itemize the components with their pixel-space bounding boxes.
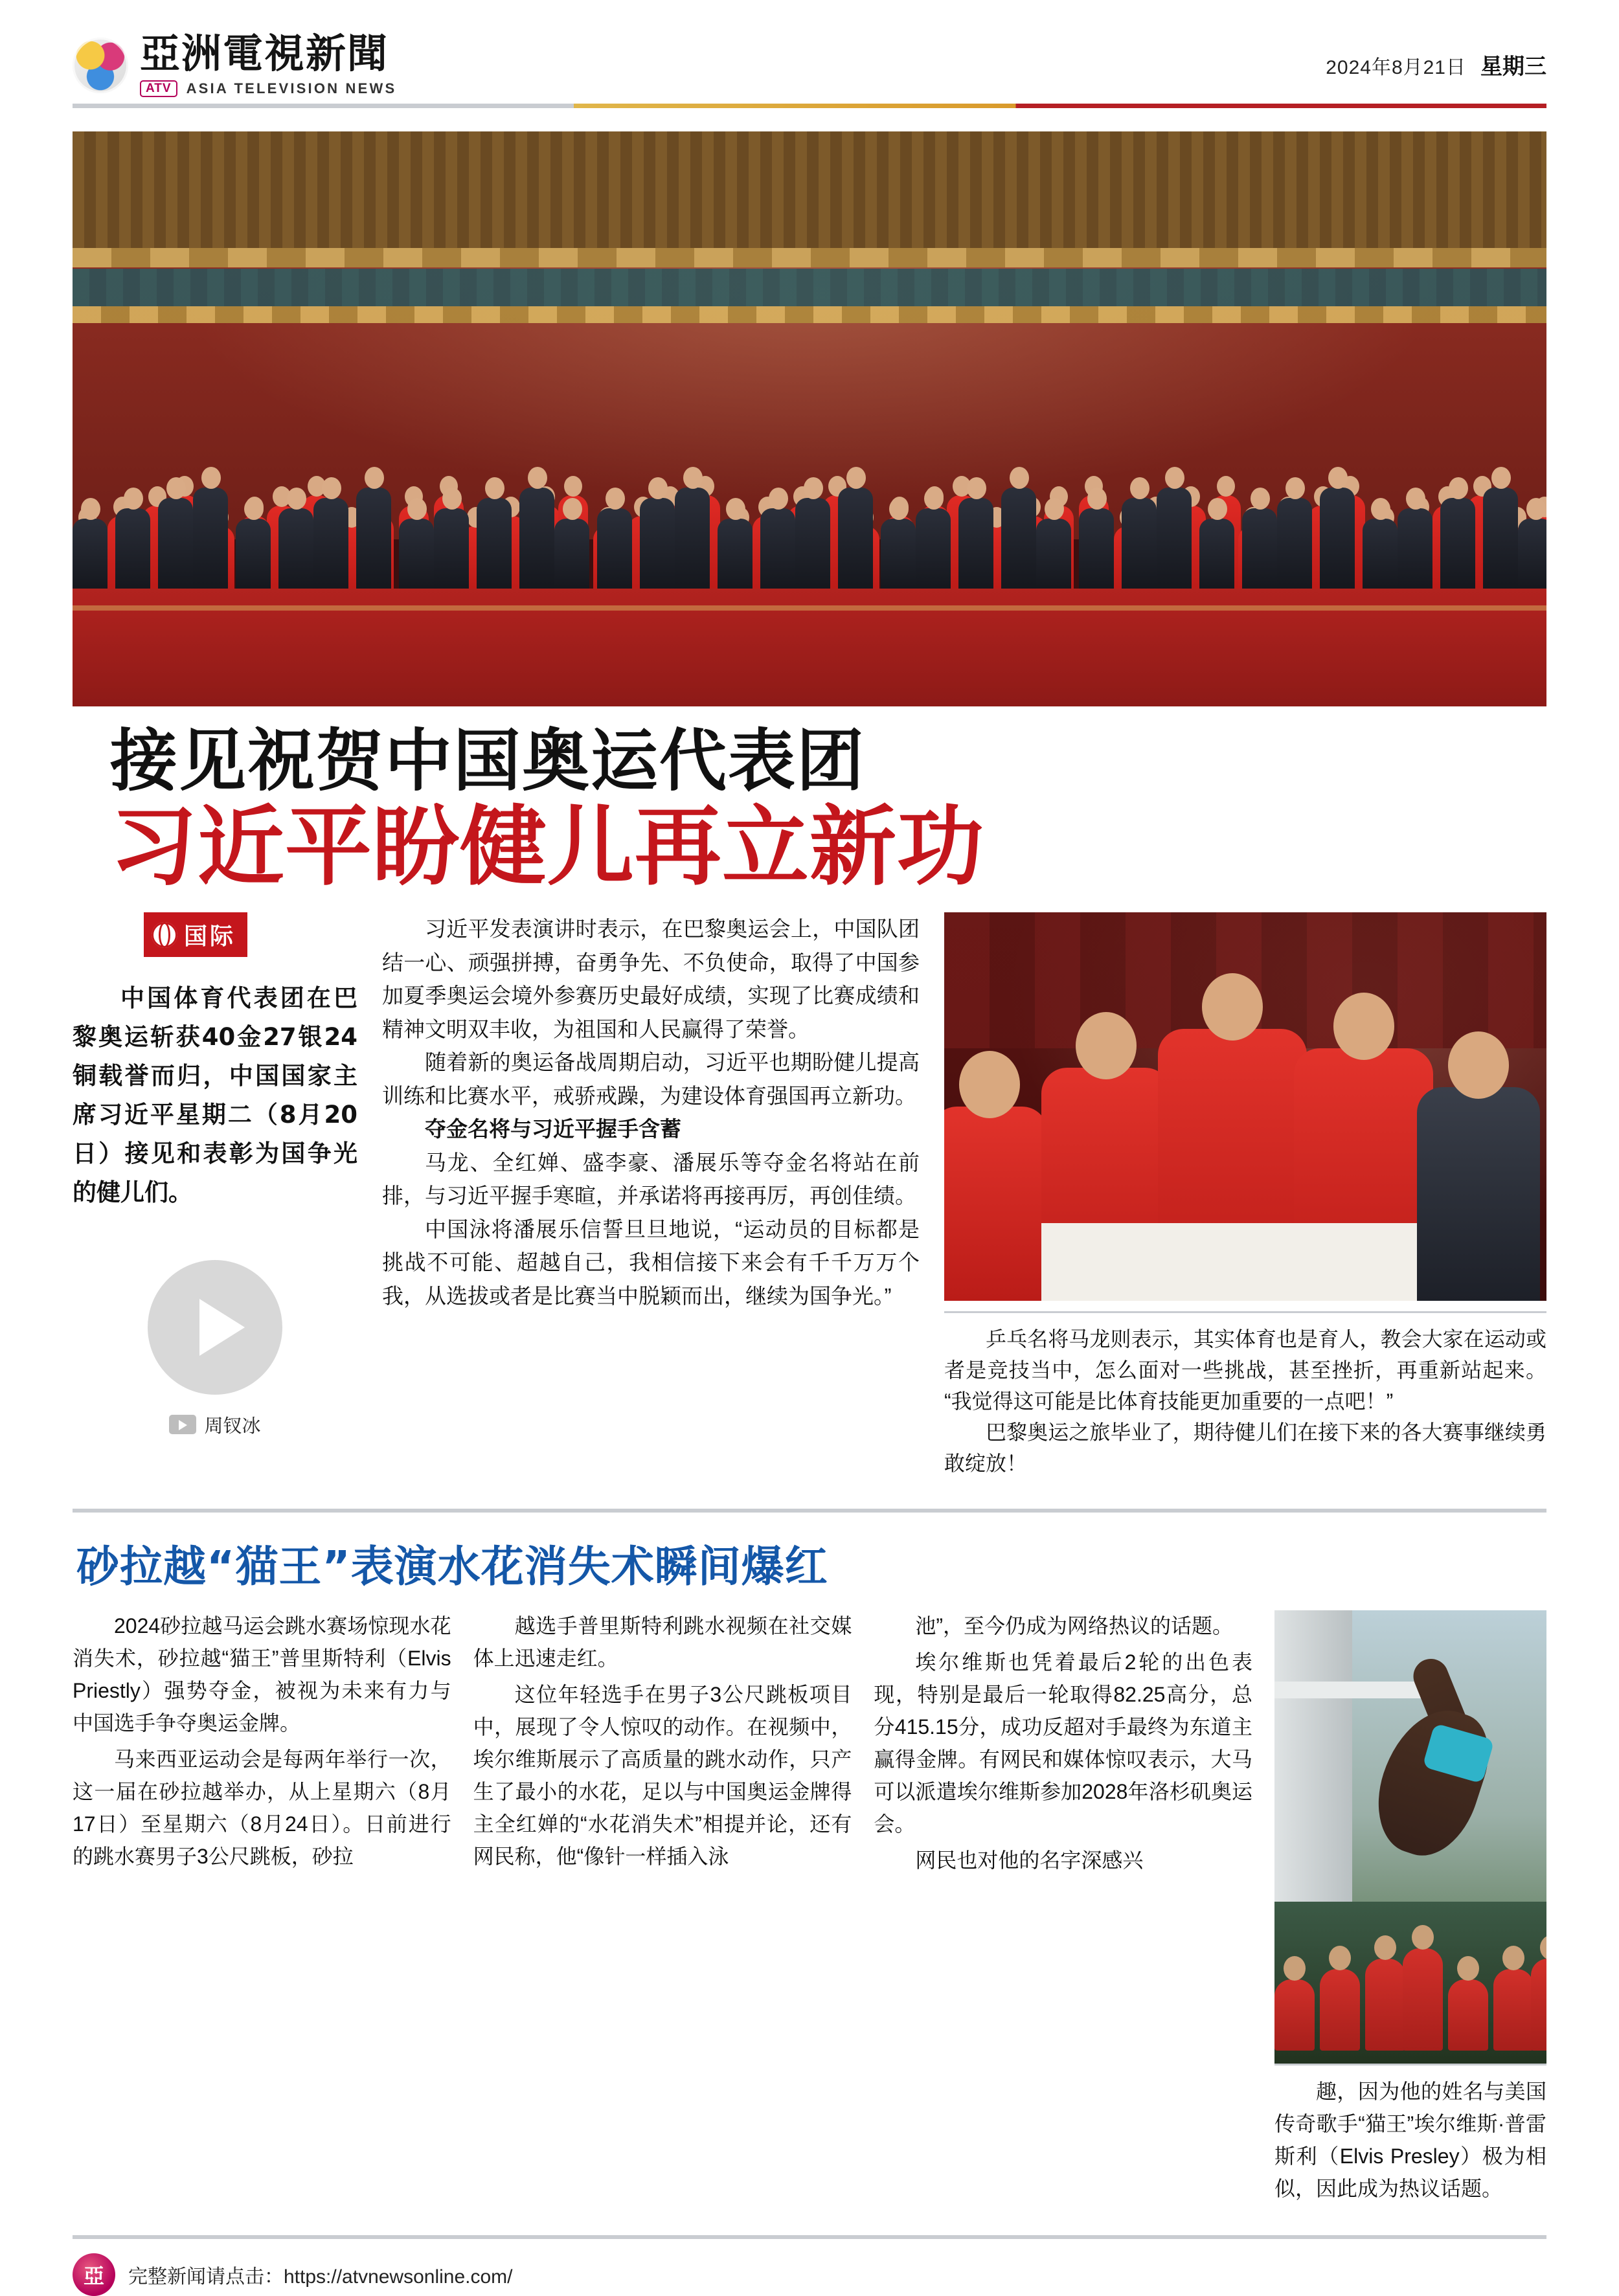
crowd-figure [356,488,391,590]
crowd-figure [554,519,589,590]
kicker-headline: 接见祝贺中国奥运代表团 [110,721,866,800]
caption-paragraph: 趣，因为他的姓名与美国传奇歌手“猫王”埃尔维斯·普雷斯利（Elvis Presley）极为相似，因此成为热议话题。 [1274,2080,1546,2201]
top-story [73,912,1546,1479]
play-triangle [199,1299,245,1356]
headline-group [73,721,1546,898]
top-story-middle-column [382,912,920,1479]
atv-seal-icon [73,2253,115,2296]
crowd-figure [640,498,675,590]
caption-paragraph: 乒乓名将马龙则表示，其实体育也是育人，教会大家在运动或者是竞技当中，怎么面对一些挑战，甚至挫折，再重新站起来。“我觉得这可能是比体育技能更加重要的一点吧！” [944,1327,1546,1413]
crowd-figure [1398,508,1432,590]
crowd-figure [1199,519,1234,590]
issue-weekday: 星期三 [1480,54,1546,79]
crowd-figure [1403,1948,1443,2051]
crowd-figure [760,508,795,590]
crowd-figure [675,488,710,590]
second-story-column-1 [73,1610,451,2209]
crowd-figure [158,498,193,590]
crowd-figure [1274,1979,1315,2051]
paragraph: 池”，至今仍成为网络热议的话题。 [915,1614,1233,1638]
crowd-figure [236,519,271,590]
crowd-figure [881,519,916,590]
crowd-figure [718,519,753,590]
paragraph: 中国泳将潘展乐信誓旦旦地说，“运动员的目标都是挑战不可能、超越自己，我相信接下来会有千千万万个我，从选拔或者是比赛当中脱颖而出，继续为国争光。” [382,1217,920,1308]
hero-ceiling [73,131,1546,274]
athlete-figure [1417,1087,1540,1301]
paragraph: 马龙、全红婵、盛李豪、潘展乐等夺金名将站在前排，与习近平握手寒暄，并承诺将再接再厉，再创佳绩。 [382,1150,920,1208]
footer[interactable] [73,2239,1546,2296]
atv-badge: ATV [140,80,177,97]
crowd-figure [958,498,993,590]
category-badge[interactable] [144,912,247,957]
masthead-divider [73,104,1546,108]
poolside-crowd [1274,1902,1546,2064]
brand-title-en: ASIA TELEVISION NEWS [186,80,397,96]
byline-name: 周钗冰 [204,1415,261,1437]
second-story-photo-column [1274,1610,1546,2209]
footer-link-text[interactable]: 完整新闻请点击：https://atvnewsonline.com/ [128,2266,513,2288]
paragraph: 马来西亚运动会是每两年举行一次，这一届在砂拉越举办，从上星期六（8月17日）至星期六（8月24日）。日前进行的跳水赛男子3公尺跳板，砂拉 [73,1747,451,1868]
category-label: 国际 [184,923,236,951]
diver-photo [1274,1610,1546,2064]
second-story-column-2 [473,1610,852,2209]
athlete-figure [1294,1048,1433,1301]
caption-paragraph: 巴黎奥运之旅毕业了，期待健儿们在接下来的各大赛事继续勇敢绽放！ [944,1421,1546,1476]
lede-paragraph: 中国体育代表团在巴黎奥运斩获40金27银24铜载誉而归，中国国家主席习近平星期二（8月20日）接见和表彰为国争光的健儿们。 [73,984,357,1207]
paragraph: 随着新的奥运备战周期启动，习近平也期盼健儿提高训练和比赛水平，戒骄戒躁，为建设体育强国再立新功。 [382,1050,920,1108]
globe-icon [152,922,177,948]
hero-frieze [73,269,1546,306]
crowd-figure [115,508,150,590]
diver-photo-caption [1274,2064,1546,2205]
section-divider [73,1509,1546,1513]
crowd-figure [1320,488,1355,590]
diving-board [1274,1682,1430,1698]
athlete-figure [944,1107,1048,1301]
crowd-figure [1531,1959,1546,2051]
crowd-figure [1440,498,1475,590]
second-headline: 砂拉越“猫王”表演水花消失术瞬间爆红 [76,1542,828,1592]
crowd-figure [795,498,830,590]
crowd-figure [1079,508,1114,590]
crowd-figure [1363,519,1398,590]
crowd-figure [1493,1969,1534,2051]
crowd-figure [278,508,313,590]
athlete-figure [1041,1068,1171,1301]
crowd-figure [1277,498,1312,590]
athletes-photo [944,912,1546,1301]
play-icon[interactable] [148,1260,282,1395]
photo-caption [944,1311,1546,1479]
crowd-figure [916,508,951,590]
paragraph: 埃尔维斯也凭着最后2轮的出色表现，特别是最后一轮取得82.25高分，总分415.15分，成功反超对手最终为东道主赢得金牌。有网民和媒体惊叹表示，大马可以派遣埃尔维斯参加2028年洛杉矶奥运会。 [874,1650,1252,1836]
main-headline: 习近平盼健儿再立新功 [110,796,985,898]
hero-carpet [73,589,1546,706]
crowd-figure [1365,1959,1405,2051]
brand-subline [140,80,396,97]
crowd-figure [838,488,873,590]
crowd-figure [313,498,348,590]
brand[interactable] [73,30,397,97]
sub-headline: 夺金名将与习近平握手含蓄 [425,1116,681,1142]
issue-date: 2024年8月21日 [1326,57,1466,78]
brand-text [140,30,397,97]
hero-photo [73,131,1546,706]
top-story-right-column [944,912,1546,1479]
crowd-figure [1518,519,1546,590]
crowd-figure [193,488,228,590]
athlete-figure [1158,1029,1307,1301]
second-story [73,1610,1546,2209]
crowd-figure [1483,488,1518,590]
crowd-figure [434,508,469,590]
hero-frieze-gold [73,306,1546,323]
paragraph: 2024砂拉越马运会跳水赛场惊现水花消失术，砂拉越“猫王”普里斯特利（Elvis Priestly）强势夺金，被视为未来有力与中国选手争夺奥运金牌。 [73,1614,451,1735]
crowd-figure [73,519,108,590]
date-block [1326,49,1546,97]
brand-title-cn: 亞洲電視新聞 [140,30,389,77]
paragraph: 越选手普里斯特利跳水视频在社交媒体上迅速走红。 [473,1614,852,1671]
video-badge-icon [169,1415,196,1434]
crowd-figure [1448,1979,1488,2051]
hero-crowd-front [73,473,1546,590]
crowd-figure [519,488,554,590]
atv-logo-icon [73,38,128,93]
crowd-figure [1036,519,1071,590]
masthead [73,0,1546,97]
paragraph: 网民也对他的名字深感兴 [915,1848,1144,1872]
paragraph: 习近平发表演讲时表示，在巴黎奥运会上，中国队团结一心、顽强拼搏，奋勇争先、不负使命，取得了中国参加夏季奥运会境外参赛历史最好成绩，实现了比赛成绩和精神文明双丰收，为祖国和人民赢得了荣誉。 [382,917,920,1041]
video-block[interactable] [73,1260,357,1438]
second-story-column-3 [874,1610,1252,2209]
crowd-figure [477,498,512,590]
crowd-figure [399,519,434,590]
paragraph: 这位年轻选手在男子3公尺跳板项目中，展现了令人惊叹的动作。在视频中，埃尔维斯展示了高质量的跳水动作，只产生了最小的水花，足以与中国奥运金牌得主全红婵的“水花消失术”相提并论，还有网民称，他“像针一样插入泳 [473,1683,852,1868]
crowd-figure [1320,1969,1360,2051]
crowd-figure [1122,498,1157,590]
top-story-left-column [73,912,357,1479]
crowd-figure [597,508,632,590]
crowd-figure [1001,488,1036,590]
video-byline [169,1412,260,1438]
crowd-figure [1157,488,1192,590]
crowd-figure [1242,508,1277,590]
